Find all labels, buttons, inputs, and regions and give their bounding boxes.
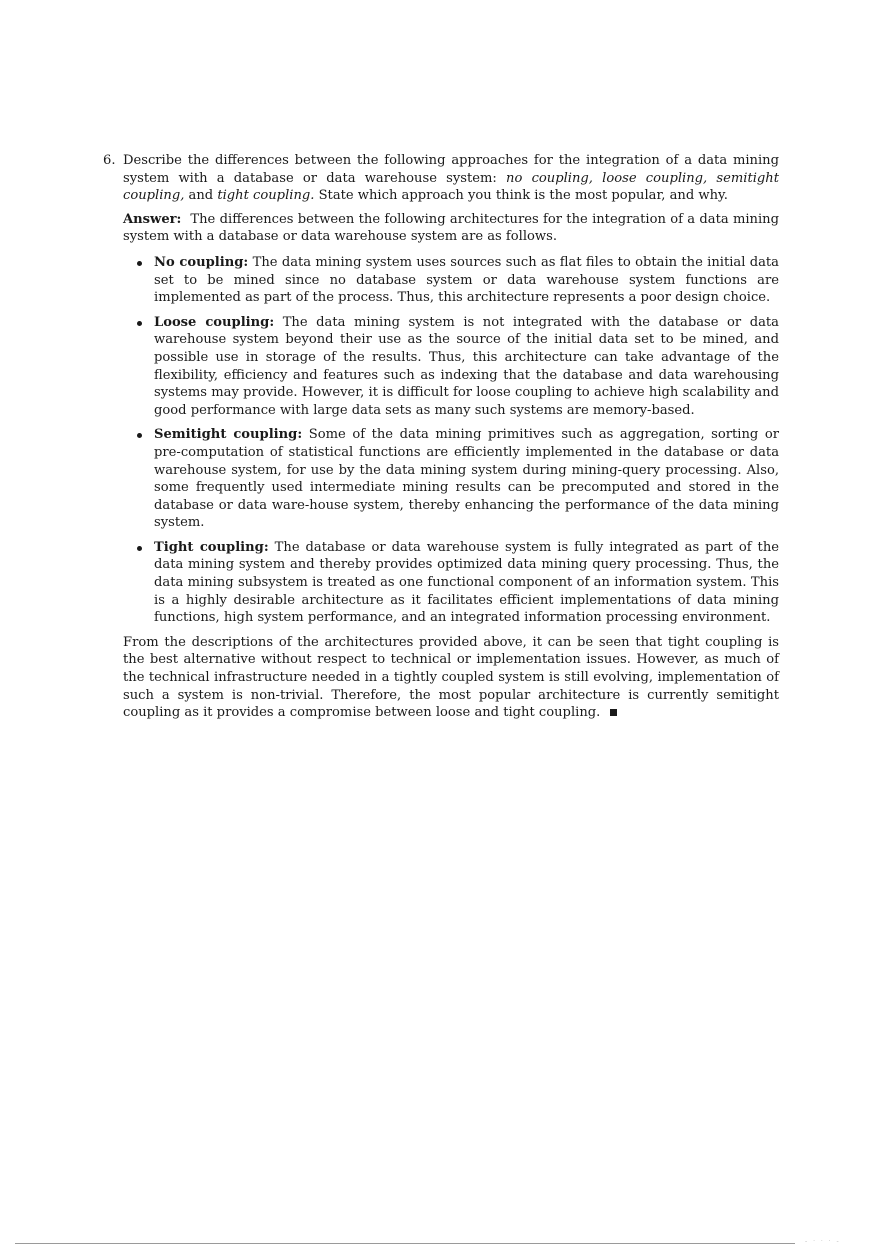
- answer-label: Answer:: [123, 211, 182, 227]
- conclusion-text: From the descriptions of the architectures provided above, it can be seen that tight coupling is the best alternative without respect to technical or implementation issues. However, as much of the technical infrastructure needed in a tightly coupled system is still evolving, implementation of such a system is non-trivial. Therefore, the most popular architecture is currently semitight coupling as it provides a compromise between loose and tight coupling.: [123, 634, 779, 721]
- coupling-list: [123, 254, 779, 627]
- item-term: Loose coupling:: [154, 314, 275, 330]
- list-item-semitight-coupling: [123, 426, 779, 532]
- bullet-icon: [137, 433, 142, 438]
- item-text: Some of the data mining primitives such as aggregation, sorting or pre-computation of statistical functions are efficiently implemented in the database or data warehouse system, for use by the data mining system during mining-query processing. Also, some frequently used intermediate mining results can be precomputed and stored in the database or data ware-house system, thereby enhancing the performance of the data mining system.: [154, 427, 779, 531]
- question-6: [103, 152, 779, 722]
- footer-rule: [15, 1243, 795, 1244]
- footer-marks: - · · · -: [805, 1238, 841, 1245]
- list-item-loose-coupling: [123, 314, 779, 420]
- answer-intro: The differences between the following architectures for the integration of a data mining system with a database or data warehouse system are as follows.: [123, 211, 779, 245]
- answer-intro-paragraph: [123, 211, 779, 246]
- bullet-icon: [137, 321, 142, 326]
- bullet-icon: [137, 261, 142, 266]
- question-text-before: Describe the differences between the following approaches for the integration of a data mining system with a database or data warehouse system:: [123, 153, 779, 186]
- item-term: Tight coupling:: [154, 539, 269, 555]
- item-text: The data mining system is not integrated with the database or data warehouse system beyond their use as the source of the initial data set to be mined, and possible use in storage of the results. Thus, this architecture can take advantage of the flexibility, efficiency and features such as indexing that the database and data warehousing systems may provide. However, it is difficult for loose coupling to achieve high scalability and good performance with large data sets as many such systems are memory-based.: [154, 314, 779, 418]
- item-text: The database or data warehouse system is fully integrated as part of the data mining system and thereby provides optimized data mining query processing. Thus, the data mining subsystem is treated as one functional component of an information system. This is a highly desirable architecture as it facilitates efficient implementations of data mining functions, high system performance, and an integrated information processing environment.: [154, 539, 779, 626]
- question-italic-last: tight coupling.: [217, 188, 315, 204]
- question-italic-terms: no coupling, loose coupling, semitight coupling,: [123, 170, 779, 204]
- bullet-icon: [137, 546, 142, 551]
- conclusion-paragraph: [123, 634, 779, 722]
- list-item-no-coupling: [123, 254, 779, 307]
- item-term: No coupling:: [154, 254, 249, 270]
- question-text-after: State which approach you think is the most popular, and why.: [314, 188, 728, 204]
- item-term: Semitight coupling:: [154, 427, 303, 443]
- answer-block: [123, 211, 779, 627]
- item-text: The data mining system uses sources such as flat files to obtain the initial data set to be mined since no database system or data warehouse system functions are implemented as part of the process. Thus, this architecture represents a poor design choice.: [154, 254, 779, 306]
- end-of-proof-icon: [610, 709, 617, 716]
- question-text: [123, 152, 779, 205]
- question-text-and: and: [184, 188, 218, 204]
- list-item-tight-coupling: [123, 539, 779, 627]
- question-number: 6.: [103, 153, 116, 168]
